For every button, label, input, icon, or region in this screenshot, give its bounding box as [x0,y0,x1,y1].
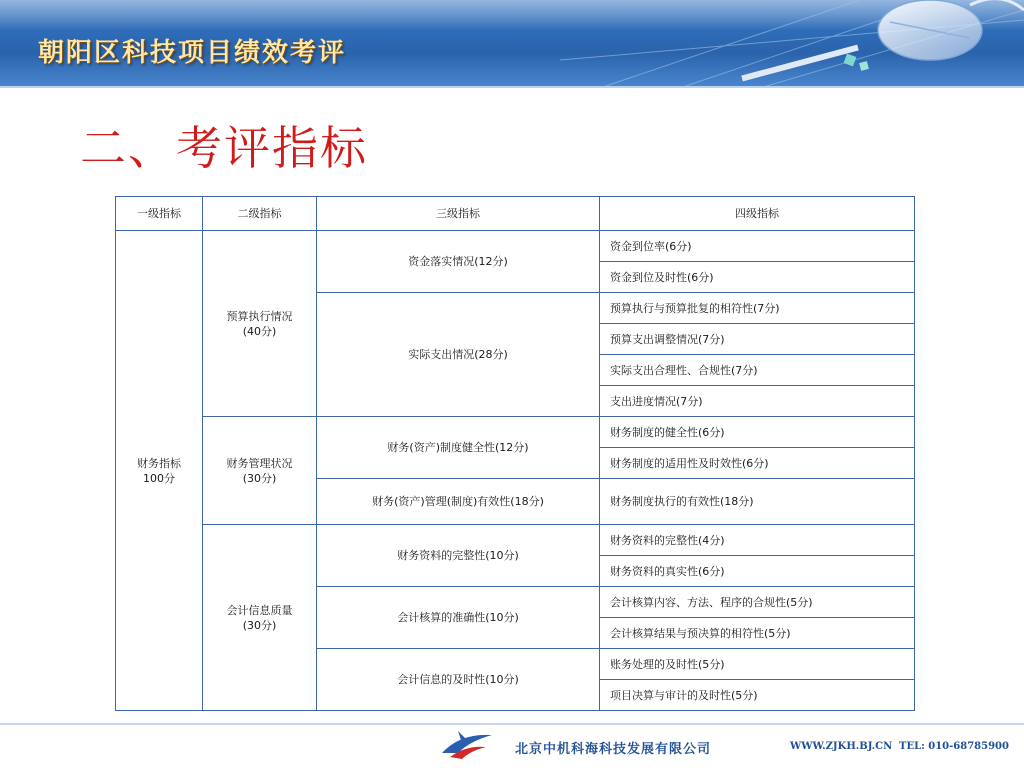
level4-cell: 账务处理的及时性(5分) [600,649,915,680]
level4-cell: 项目决算与审计的及时性(5分) [600,680,915,711]
table-header-cell: 一级指标 [116,197,203,231]
footer-divider [0,723,1024,725]
table-row [116,417,915,448]
level4-cell: 财务制度的适用性及时效性(6分) [600,448,915,479]
level4-cell: 资金到位及时性(6分) [600,262,915,293]
level3-cell: 会计核算的准确性(10分) [317,587,600,649]
level2-label: 预算执行情况 (40分) [226,309,293,338]
level2-cell [203,417,317,525]
level3-cell: 财务(资产)制度健全性(12分) [317,417,600,479]
level1-cell [116,231,203,711]
table-header-cell: 三级指标 [317,197,600,231]
level2-label: 会计信息质量 (30分) [226,603,293,632]
company-logo-icon [436,727,496,761]
mouse-icon [878,0,1024,60]
level3-cell: 资金落实情况(12分) [317,231,600,293]
level4-cell: 预算支出调整情况(7分) [600,324,915,355]
level4-cell: 财务资料的真实性(6分) [600,556,915,587]
level4-cell: 支出进度情况(7分) [600,386,915,417]
table-header-row [116,197,915,231]
level3-cell: 实际支出情况(28分) [317,293,600,417]
table-header-cell: 四级指标 [600,197,915,231]
banner-title: 朝阳区科技项目绩效考评 [38,38,347,68]
level4-cell: 会计核算内容、方法、程序的合规性(5分) [600,587,915,618]
table-row [116,525,915,556]
table-row [116,231,915,262]
indicator-table [115,196,915,711]
banner-divider [0,86,1024,88]
banner-decoration [560,0,1024,88]
level4-cell: 财务资料的完整性(4分) [600,525,915,556]
level1-label: 财务指标 100分 [137,456,181,485]
footer-telephone: TEL: 010-68785900 [899,741,1009,752]
page-title: 二、考评指标 [80,121,368,175]
level2-label: 财务管理状况 (30分) [226,456,293,485]
level2-cell [203,231,317,417]
level4-cell: 预算执行与预算批复的相符性(7分) [600,293,915,324]
footer-website: WWW.ZJKH.BJ.CN [790,741,893,752]
table-header-cell: 二级指标 [203,197,317,231]
footer-company-name: 北京中机科海科技发展有限公司 [515,742,712,757]
level3-cell: 财务(资产)管理(制度)有效性(18分) [317,479,600,525]
level4-cell: 实际支出合理性、合规性(7分) [600,355,915,386]
level4-cell: 财务制度的健全性(6分) [600,417,915,448]
level4-cell: 资金到位率(6分) [600,231,915,262]
level4-cell: 会计核算结果与预决算的相符性(5分) [600,618,915,649]
header-banner [0,0,1024,88]
level2-cell [203,525,317,711]
level3-cell: 会计信息的及时性(10分) [317,649,600,711]
level4-cell: 财务制度执行的有效性(18分) [600,479,915,525]
level3-cell: 财务资料的完整性(10分) [317,525,600,587]
